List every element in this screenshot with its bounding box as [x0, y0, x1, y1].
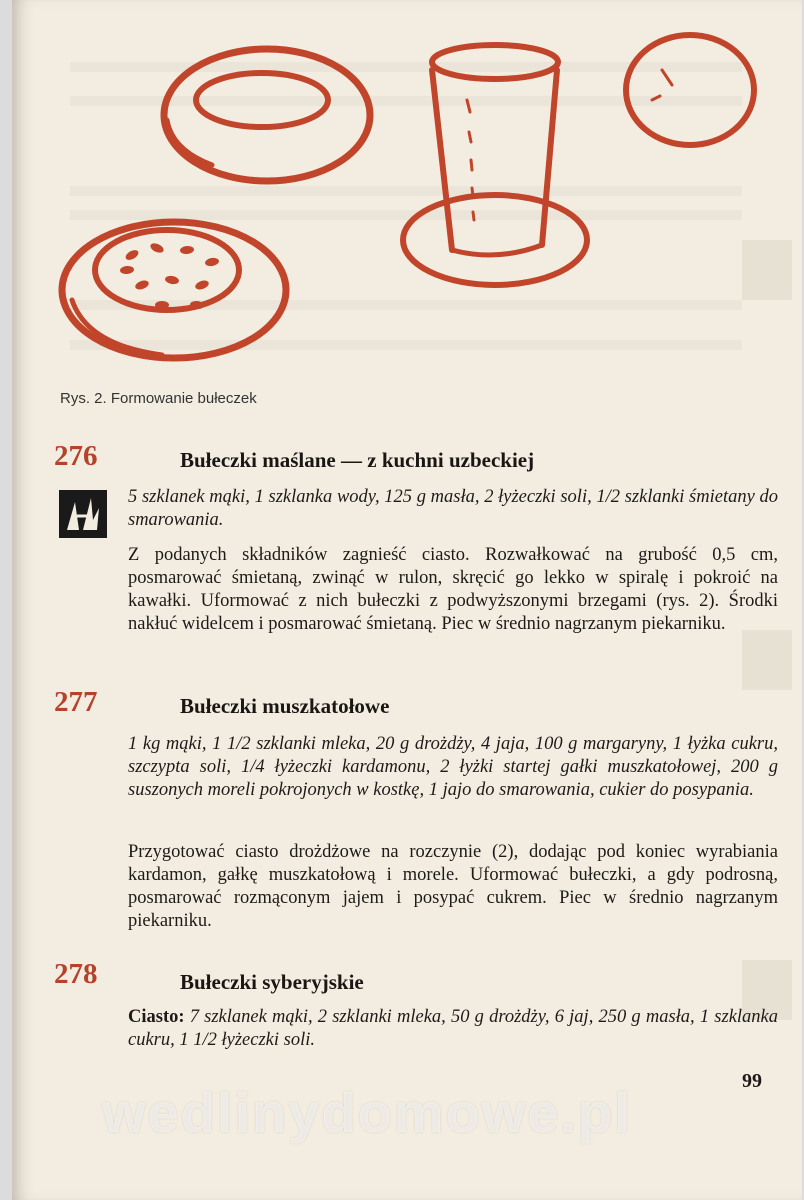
pricked-bun-drawing: [62, 222, 286, 358]
watermark-text: wedlinydomowe.pl: [102, 1081, 632, 1144]
ingredients-text: 7 szklanek mąki, 2 szklanki mleka, 50 g drożdży, 6 jaj, 250 g masła, 1 szklanka cukru, 1 1/2 łyżeczki soli.: [128, 1007, 779, 1050]
fork-prick-mark: [134, 279, 150, 291]
fork-prick-mark: [180, 245, 195, 254]
recipe-method: Z podanych składników zagnieść ciasto. Rozwałkować na grubość 0,5 cm, posmarować śmietaną, zwinąć w rulon, skręcić go lekko w spiralę i pokroić na kawałki. Uformować z nich bułeczki z podwyższonymi brzegami (rys. 2). Środki nakłuć widelcem i posmarować śmietaną. Piec w średnio nagrzanym piekarniku.: [128, 545, 778, 634]
fork-prick-mark: [155, 301, 169, 309]
fork-prick-mark: [149, 241, 165, 254]
figure-caption: Rys. 2. Formowanie bułeczek: [60, 390, 257, 407]
page-number: 99: [742, 1070, 762, 1092]
fork-prick-mark: [194, 279, 210, 291]
ingredients-prefix: Ciasto:: [128, 1007, 185, 1027]
ingredients-text: 1 kg mąki, 1 1/2 szklanki mleka, 20 g drożdży, 4 jaja, 100 g margaryny, 1 łyżka cukru, szczypta soli, 1/4 łyżeczki kardamonu, 2 łyżki startej gałki muszkatołowej, 200 g suszonych moreli pokrojonych w kostkę, 1 jajo do smarowania, cukier do posypania.: [128, 734, 778, 800]
recipe-number: 276: [54, 440, 98, 472]
recipe-title: Bułeczki syberyjskie: [180, 970, 364, 994]
recipe-ingredients: [128, 1006, 778, 1052]
recipe-ingredients: [128, 733, 778, 802]
ring-bun-drawing: [164, 49, 370, 181]
uzbek-cuisine-icon: [59, 490, 107, 538]
recipe-number: 277: [54, 686, 98, 718]
fork-prick-mark: [120, 265, 135, 274]
show-through-mark: [742, 630, 792, 690]
dough-ball-drawing: [626, 35, 754, 145]
book-page: [12, 0, 802, 1200]
fork-prick-mark: [204, 257, 219, 267]
fork-prick-mark: [124, 248, 140, 262]
glass-on-dough-drawing: [403, 45, 587, 285]
recipe-title: Bułeczki maślane — z kuchni uzbeckiej: [180, 448, 535, 472]
recipe-title: Bułeczki muszkatołowe: [180, 694, 390, 718]
recipe-method: Przygotować ciasto drożdżowe na rozczynie (2), dodając pod koniec wyrabiania kardamon, gałkę muszkatołową i morele. Uformować bułeczki, a gdy podrosną, posmarować rozmąconym jajem i posypać cukrem. Piec w średnio nagrzanym piekarniku.: [128, 842, 778, 931]
fork-prick-mark: [164, 275, 179, 285]
bun-forming-illustration: [12, 0, 802, 390]
recipe-ingredients: [128, 486, 778, 532]
recipe-number: 278: [54, 958, 98, 990]
ingredients-text: 5 szklanek mąki, 1 szklanka wody, 125 g masła, 2 łyżeczki soli, 1/2 szklanki śmietany do smarowania.: [128, 487, 778, 530]
